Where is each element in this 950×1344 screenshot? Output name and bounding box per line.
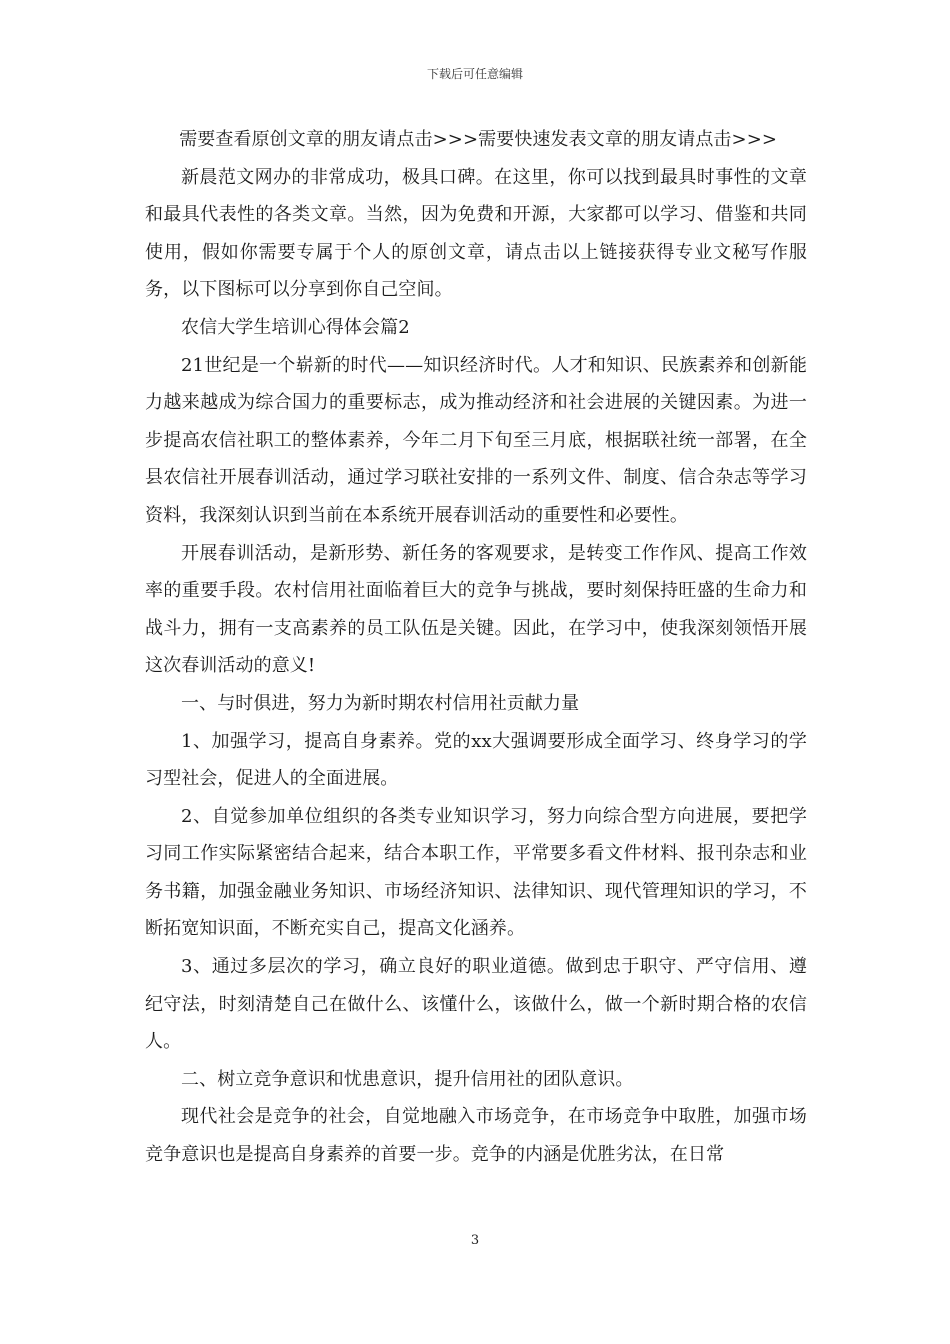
list-item: 2、自觉参加单位组织的各类专业知识学习，努力向综合型方向进展，要把学习同工作实际紧密结合起来，结合本职工作，平常要多看文件材料、报刊杂志和业务书籍，加强金融业务知识、市场经济知识、法律知识、现代管理知识的学习，不断拓宽知识面，不断充实自己，提高文化涵养。 (145, 805, 807, 940)
body-paragraph: 开展春训活动，是新形势、新任务的客观要求，是转变工作作风、提高工作效率的重要手段。农村信用社面临着巨大的竞争与挑战，要时刻保持旺盛的生命力和战斗力，拥有一支高素养的员工队伍是关键。因此，在学习中，使我深刻领悟开展这次春训活动的意义! (145, 542, 807, 677)
page-header: 下载后可任意编辑 (426, 67, 523, 81)
list-item: 1、加强学习，提高自身素养。党的xx大强调要形成全面学习、终身学习的学习型社会，促进人的全面进展。 (145, 730, 807, 790)
section-heading: 一、与时俱进，努力为新时期农村信用社贡献力量 (181, 692, 580, 714)
list-item: 3、通过多层次的学习，确立良好的职业道德。做到忠于职守、严守信用、遵纪守法，时刻清楚自己在做什么、该懂什么，该做什么，做一个新时期合格的农信人。 (145, 956, 807, 1053)
body-paragraph: 21世纪是一个崭新的时代——知识经济时代。人才和知识、民族素养和创新能力越来越成为综合国力的重要标志，成为推动经济和社会进展的关键因素。为进一步提高农信社职工的整体素养，今年二月下旬至三月底，根据联社统一部署，在全县农信社开展春训活动，通过学习联社安排的一系列文件、制度、信合杂志等学习资料，我深刻认识到当前在本系统开展春训活动的重要性和必要性。 (145, 354, 807, 526)
body-paragraph: 现代社会是竞争的社会，自觉地融入市场竞争，在市场竞争中取胜，加强市场竞争意识也是提高自身素养的首要一步。竞争的内涵是优胜劣汰，在日常 (145, 1106, 807, 1166)
section-heading: 二、树立竞争意识和忧患意识，提升信用社的团队意识。 (181, 1068, 634, 1090)
document-body (145, 121, 807, 1174)
intro-paragraph: 新晨范文网办的非常成功，极具口碑。在这里，你可以找到最具时事性的文章和最具代表性的各类文章。当然，因为免费和开源，大家都可以学习、借鉴和共同使用，假如你需要专属于个人的原创文章，请点击以上链接获得专业文秘写作服务，以下图标可以分享到你自己空间。 (145, 166, 807, 301)
page-number: 3 (470, 1233, 480, 1248)
link-line[interactable]: 需要查看原创文章的朋友请点击>>>需要快速发表文章的朋友请点击>>> (179, 129, 778, 150)
article-title: 农信大学生培训心得体会篇2 (181, 316, 410, 338)
